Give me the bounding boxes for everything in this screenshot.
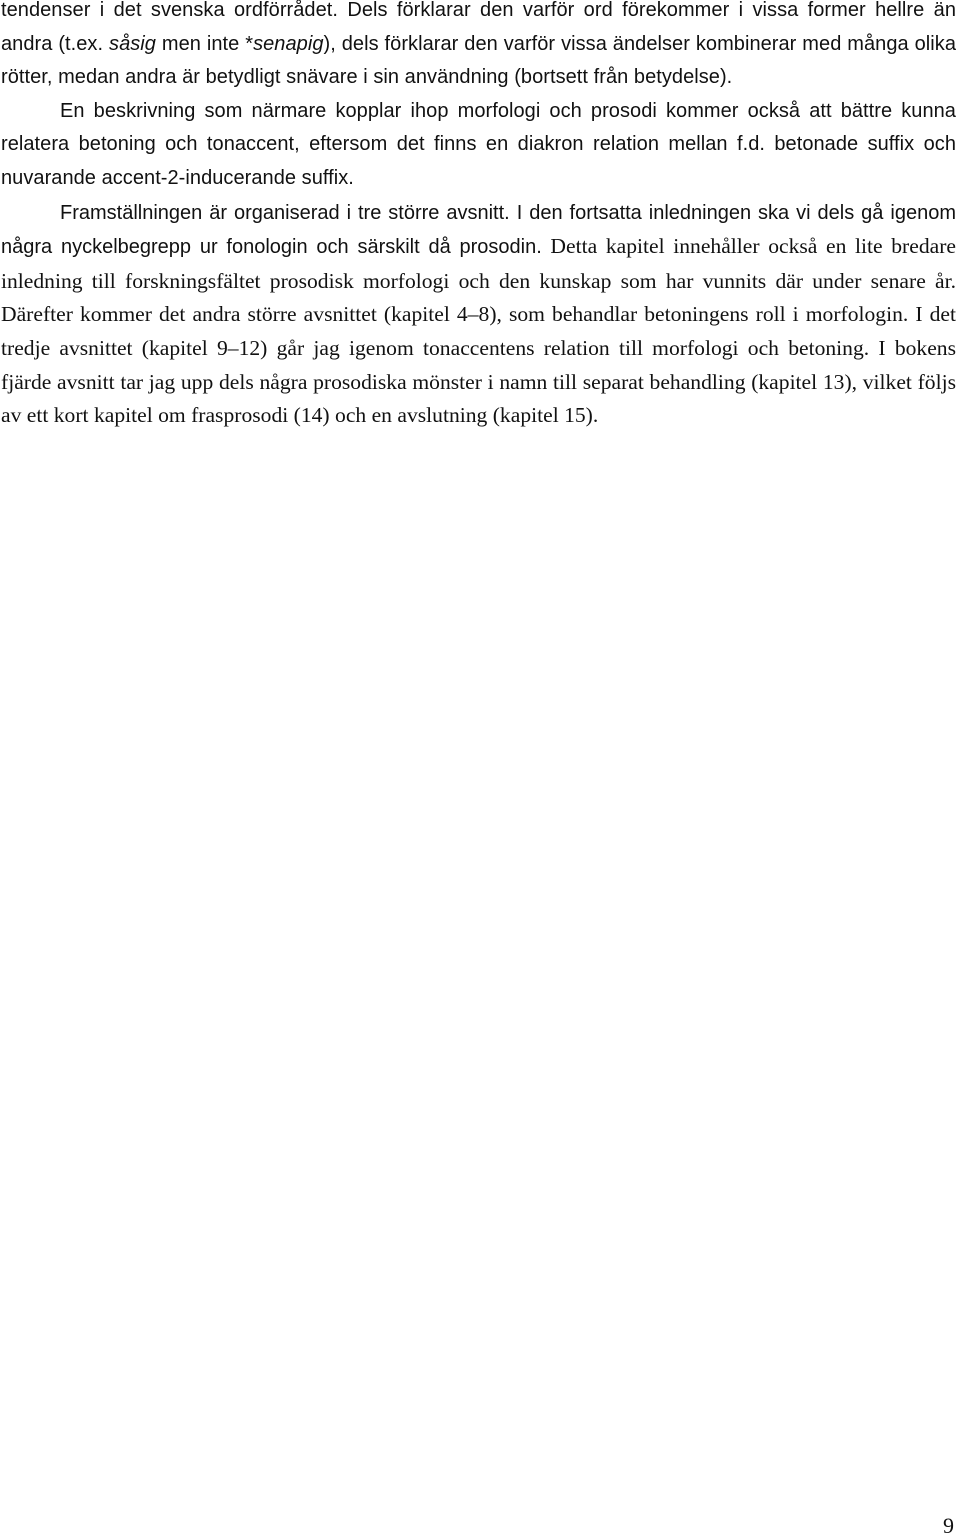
paragraph-2 [1, 95, 956, 196]
text-segment: tendenser i det svenska ordförrådet. Dels förklarar den varför ord förekommer i vissa former hellre än andra (t.ex. [1, 0, 956, 55]
example-word-sasig: såsig [109, 32, 156, 55]
text-segment: ), dels förklarar den varför vissa ändelser kombinerar med många olika rötter, medan andra är betydligt snävare i sin användning (bortsett från betydelse). [1, 32, 956, 89]
text-segment: I den fortsatta inledningen ska vi dels gå igenom några nyckelbegrepp ur fonologin och särskilt då prosodin. [1, 201, 956, 259]
paragraph-1 [1, 0, 956, 95]
text-segment: Framställningen är organiserad i tre större avsnitt. [60, 201, 510, 224]
text-segment: Detta kapitel innehåller också en lite bredare inledning till forskningsfältet prosodisk morfologi och den kunskap som har vunnits där under senare år. Därefter kommer det andra större avsnittet (kapitel 4–8), som behandlar betoningens roll i morfologin. I det tredje avsnittet (kapitel 9–12) går jag igenom tonaccentens relation till morfologi och betoning. I bokens fjärde avsnitt tar jag upp dels några prosodiska mönster i namn till separat behandling (kapitel 13), vilket följs av ett kort kapitel om frasprosodi (14) och en avslutning (kapitel 15). [1, 234, 956, 428]
body-text [1, 0, 956, 433]
page-number: 9 [943, 1513, 954, 1538]
text-segment: men inte * [155, 32, 254, 55]
text-segment: En beskrivning som närmare kopplar ihop morfologi och prosodi kommer också att bättre kunna relatera betoning och tonaccent, eftersom det finns en diakron relation mellan f.d. betonade suffix och nuvarande accent-2-inducerande suffix. [1, 99, 956, 189]
example-word-senapig: senapig [253, 32, 324, 55]
paragraph-3 [1, 196, 956, 433]
